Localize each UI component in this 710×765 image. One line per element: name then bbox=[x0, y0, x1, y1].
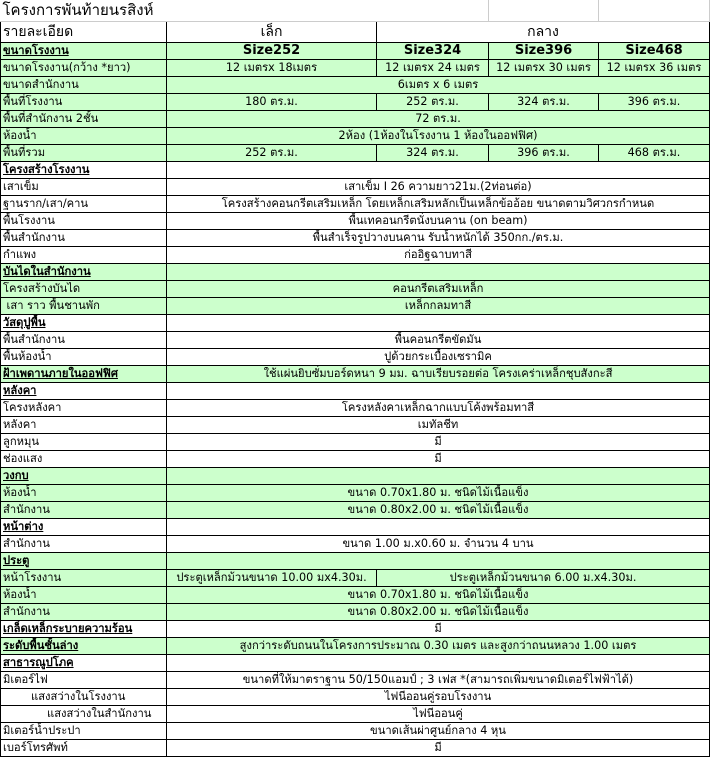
row-value: 12 เมตรx 30 เมตร bbox=[489, 60, 599, 77]
size-cell: Size324 bbox=[377, 43, 489, 60]
row-value: คอนกรีตเสริมเหล็ก bbox=[167, 281, 710, 298]
table-row bbox=[1, 604, 710, 621]
section-heading-row bbox=[1, 519, 710, 536]
table-row bbox=[1, 196, 710, 213]
row-label: เบอร์โทรศัพท์ bbox=[1, 740, 167, 757]
section-heading: วงกบ bbox=[1, 468, 167, 485]
row-value: ขนาด 1.00 ม.x0.60 ม. จำนวน 4 บาน bbox=[167, 536, 710, 553]
row-value: ขนาดที่ให้มาตราฐาน 50/150แอมป์ ; 3 เฟส *(สามารถเพิ่มขนาดมิเตอร์ไฟฟ้าได้) bbox=[167, 672, 710, 689]
section-heading-row bbox=[1, 553, 710, 570]
row-label: ห้องน้ำ bbox=[1, 128, 167, 145]
row-label: โครงหลังคา bbox=[1, 400, 167, 417]
section-heading: หลังคา bbox=[1, 383, 167, 400]
section-heading-row bbox=[1, 264, 710, 281]
title-row bbox=[1, 0, 710, 22]
row-label: สำนักงาน bbox=[1, 502, 167, 519]
table-row bbox=[1, 502, 710, 519]
row-value: 180 ตร.ม. bbox=[167, 94, 377, 111]
row-value: พื้นคอนกรีตขัดมัน bbox=[167, 332, 710, 349]
row-label: ฐานราก/เสา/คาน bbox=[1, 196, 167, 213]
row-label: กำแพง bbox=[1, 247, 167, 264]
page-title: โครงการพันท้ายนรสิงห์ bbox=[1, 0, 377, 22]
section-heading-row bbox=[1, 383, 710, 400]
row-value: 468 ตร.ม. bbox=[599, 145, 710, 162]
row-value: 12 เมตรx 24 เมตร bbox=[377, 60, 489, 77]
section-heading-row bbox=[1, 162, 710, 179]
row-value: ไฟนีออนคู่รอบโรงงาน bbox=[167, 689, 710, 706]
table-row bbox=[1, 145, 710, 162]
table-row bbox=[1, 706, 710, 723]
row-value: ประตูเหล็กม้วนขนาด 6.00 ม.x4.30ม. bbox=[377, 570, 710, 587]
header-row bbox=[1, 22, 710, 43]
size-cell: Size468 bbox=[599, 43, 710, 60]
row-label: หน้าโรงงาน bbox=[1, 570, 167, 587]
section-heading-row bbox=[1, 315, 710, 332]
row-value: ขนาด 0.80x2.00 ม. ชนิดไม้เนื้อแข็ง bbox=[167, 502, 710, 519]
row-value: ขนาดเส้นผ่าศูนย์กลาง 4 หุน bbox=[167, 723, 710, 740]
row-label: โครงสร้างบันได bbox=[1, 281, 167, 298]
table-row bbox=[1, 349, 710, 366]
section-heading: สาธารณูปโภค bbox=[1, 655, 167, 672]
row-label: พื้นโรงงาน bbox=[1, 213, 167, 230]
table-row bbox=[1, 60, 710, 77]
row-value: 12 เมตรx 36 เมตร bbox=[599, 60, 710, 77]
table-row bbox=[1, 723, 710, 740]
table-row bbox=[1, 417, 710, 434]
row-value: มี bbox=[167, 434, 710, 451]
row-label: พื้นที่สำนักงาน 2ชั้น bbox=[1, 111, 167, 128]
table-row bbox=[1, 485, 710, 502]
small-header: เล็ก bbox=[167, 22, 377, 43]
row-value: 396 ตร.ม. bbox=[599, 94, 710, 111]
row-label: หลังคา bbox=[1, 417, 167, 434]
detail-header: รายละเอียด bbox=[1, 22, 167, 43]
section-heading-row bbox=[1, 468, 710, 485]
table-row bbox=[1, 672, 710, 689]
table-row bbox=[1, 77, 710, 94]
row-label: ห้องน้ำ bbox=[1, 485, 167, 502]
row-value: ขนาด 0.70x1.80 ม. ชนิดไม้เนื้อแข็ง bbox=[167, 587, 710, 604]
table-row bbox=[1, 740, 710, 757]
medium-header: กลาง bbox=[377, 22, 710, 43]
row-value: 12 เมตรx 18เมตร bbox=[167, 60, 377, 77]
row-value: 2ห้อง (1ห้องในโรงงาน 1 ห้องในออฟฟิศ) bbox=[167, 128, 710, 145]
row-value: ก่ออิฐฉาบทาสี bbox=[167, 247, 710, 264]
row-label: ระดับพื้นชั้นล่าง bbox=[1, 638, 167, 655]
section-heading-row bbox=[1, 655, 710, 672]
table-row bbox=[1, 638, 710, 655]
size-cell: Size396 bbox=[489, 43, 599, 60]
row-value: เสาเข็ม I 26 ความยาว21ม.(2ท่อนต่อ) bbox=[167, 179, 710, 196]
row-value: พื้นสำเร็จรูปวางบนคาน รับน้ำหนักได้ 350กก./ตร.ม. bbox=[167, 230, 710, 247]
row-value: เมทัลชีท bbox=[167, 417, 710, 434]
row-label: มิเตอร์ไฟ bbox=[1, 672, 167, 689]
row-value: โครงหลังคาเหล็กฉากแบบโค้งพร้อมทาสี bbox=[167, 400, 710, 417]
table-row bbox=[1, 128, 710, 145]
row-label: สำนักงาน bbox=[1, 536, 167, 553]
table-row bbox=[1, 434, 710, 451]
row-label: ลูกหมุน bbox=[1, 434, 167, 451]
row-value: ไฟนีออนคู่ bbox=[167, 706, 710, 723]
row-value: มี bbox=[167, 740, 710, 757]
size-row-label: ขนาดโรงงาน bbox=[1, 43, 167, 60]
table-row bbox=[1, 247, 710, 264]
row-label: ช่องแสง bbox=[1, 451, 167, 468]
row-label: ห้องน้ำ bbox=[1, 587, 167, 604]
row-value: มี bbox=[167, 621, 710, 638]
table-row bbox=[1, 213, 710, 230]
section-heading: หน้าต่าง bbox=[1, 519, 167, 536]
row-label: แสงสว่างในสำนักงาน bbox=[1, 706, 167, 723]
table-row bbox=[1, 281, 710, 298]
table-row bbox=[1, 621, 710, 638]
table-row bbox=[1, 230, 710, 247]
table-row bbox=[1, 451, 710, 468]
table-row bbox=[1, 400, 710, 417]
table-row bbox=[1, 332, 710, 349]
row-label: เกล็ดเหล็กระบายความร้อน bbox=[1, 621, 167, 638]
row-label: เสาเข็ม bbox=[1, 179, 167, 196]
row-label: มิเตอร์น้ำประปา bbox=[1, 723, 167, 740]
section-heading: โครงสร้างโรงงาน bbox=[1, 162, 167, 179]
row-value: สูงกว่าระดับถนนในโครงการประมาณ 0.30 เมตร และสูงกว่าถนนหลวง 1.00 เมตร bbox=[167, 638, 710, 655]
row-label: เสา ราว พื้นชานพัก bbox=[1, 298, 167, 315]
section-heading: บันไดในสำนักงาน bbox=[1, 264, 167, 281]
row-label: ขนาดโรงงาน(กว้าง *ยาว) bbox=[1, 60, 167, 77]
table-row bbox=[1, 689, 710, 706]
row-value: มี bbox=[167, 451, 710, 468]
row-label: ขนาดสำนักงาน bbox=[1, 77, 167, 94]
size-cell: Size252 bbox=[167, 43, 377, 60]
row-value: ขนาด 0.80x2.00 ม. ชนิดไม้เนื้อแข็ง bbox=[167, 604, 710, 621]
row-value: โครงสร้างคอนกรีตเสริมเหล็ก โดยเหล็กเสริมหลักเป็นเหล็กข้ออ้อย ขนาดตามวิศวกรกำหนด bbox=[167, 196, 710, 213]
size-row bbox=[1, 43, 710, 60]
row-value: 6เมตร x 6 เมตร bbox=[167, 77, 710, 94]
table-row bbox=[1, 366, 710, 383]
table-row bbox=[1, 111, 710, 128]
row-label: แสงสว่างในโรงงาน bbox=[1, 689, 167, 706]
row-label: พื้นห้องน้ำ bbox=[1, 349, 167, 366]
section-heading: ประตู bbox=[1, 553, 167, 570]
row-label: สำนักงาน bbox=[1, 604, 167, 621]
table-row bbox=[1, 587, 710, 604]
row-value: เหล็กกลมทาสี bbox=[167, 298, 710, 315]
row-value: ใช้แผ่นยิบซั่มบอร์ดหนา 9 มม. ฉาบเรียบรอยต่อ โครงเคร่าเหล็กชุบสังกะสี bbox=[167, 366, 710, 383]
row-value: 252 ตร.ม. bbox=[167, 145, 377, 162]
row-value: 72 ตร.ม. bbox=[167, 111, 710, 128]
table-row bbox=[1, 298, 710, 315]
row-label: พื้นสำนักงาน bbox=[1, 332, 167, 349]
row-label: พื้นที่รวม bbox=[1, 145, 167, 162]
section-heading: วัสดุปูพื้น bbox=[1, 315, 167, 332]
row-label: พื้นที่โรงงาน bbox=[1, 94, 167, 111]
row-value: ขนาด 0.70x1.80 ม. ชนิดไม้เนื้อแข็ง bbox=[167, 485, 710, 502]
row-value: 252 ตร.ม. bbox=[377, 94, 489, 111]
table-row bbox=[1, 94, 710, 111]
table-row bbox=[1, 179, 710, 196]
row-value: ปูด้วยกระเบื้องเซรามิค bbox=[167, 349, 710, 366]
row-label: ฝ้าเพดานภายในออฟฟิศ bbox=[1, 366, 167, 383]
row-value: 324 ตร.ม. bbox=[377, 145, 489, 162]
row-value: 324 ตร.ม. bbox=[489, 94, 599, 111]
table-row bbox=[1, 536, 710, 553]
row-value: พื้นเทคอนกรีตนั่งบนคาน (on beam) bbox=[167, 213, 710, 230]
row-value: ประตูเหล็กม้วนขนาด 10.00 มx4.30ม. bbox=[167, 570, 377, 587]
row-value: 396 ตร.ม. bbox=[489, 145, 599, 162]
row-label: พื้นสำนักงาน bbox=[1, 230, 167, 247]
table-row bbox=[1, 570, 710, 587]
